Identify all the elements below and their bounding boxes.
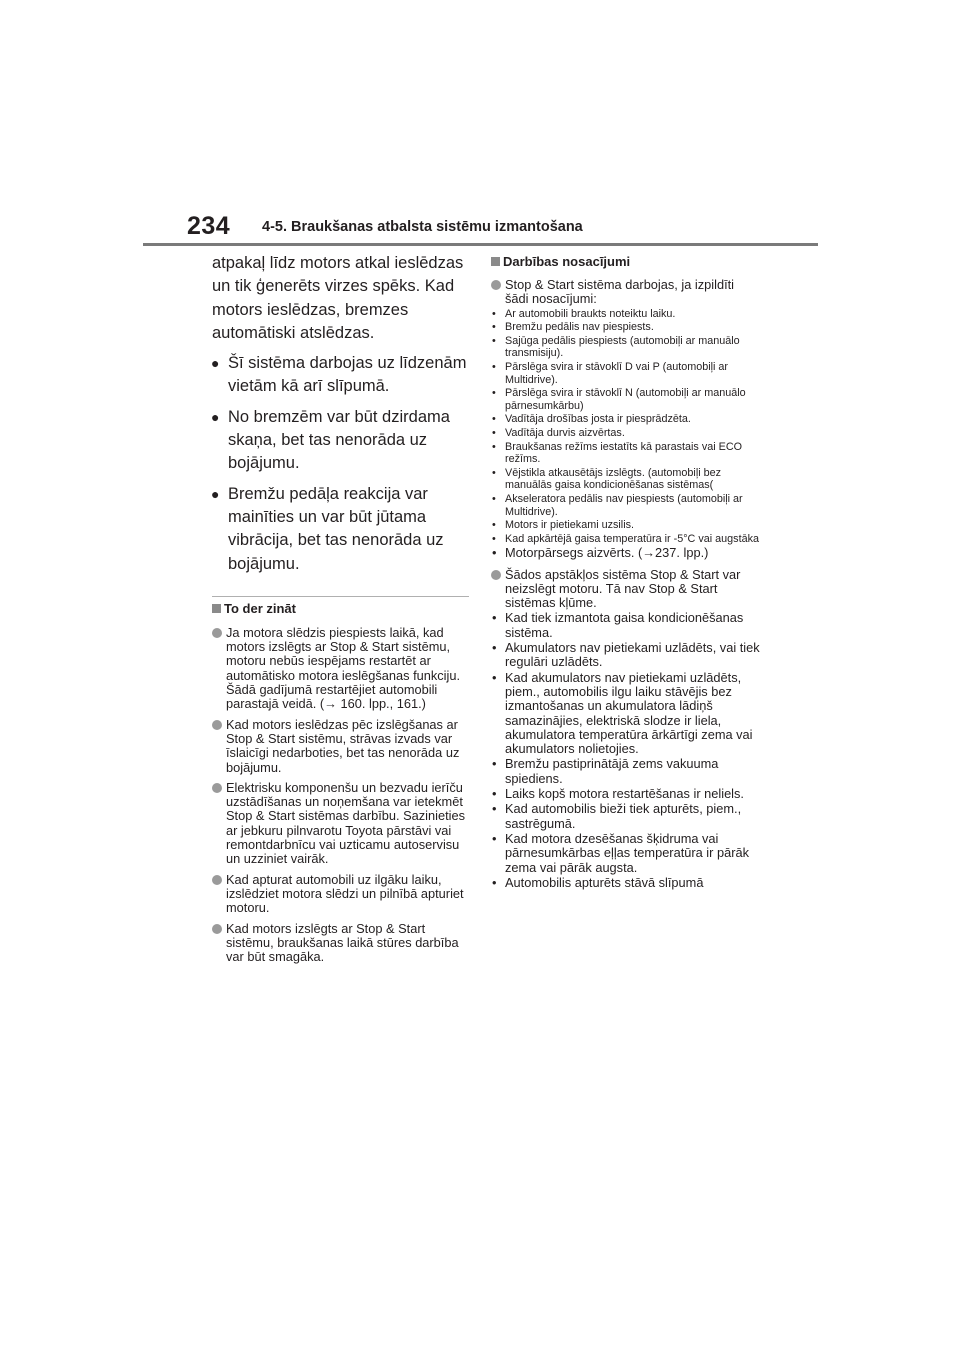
note-item: Kad motors ieslēdzas pēc izslēgšanas ar Stop & Start sistēmu, strāvas izvads var īslaicīgi nedarboties, bet tas nenorāda uz bojājumu. <box>212 718 470 775</box>
exception-item: • Kad tiek izmantota gaisa kondicionēšanas sistēma. <box>492 610 744 640</box>
circle-bullet-icon <box>212 875 222 885</box>
conditions-heading: Darbības nosacījumi <box>491 254 761 270</box>
section-title: 4-5. Braukšanas atbalsta sistēmu izmantošana <box>262 219 583 235</box>
header-rule <box>143 243 818 246</box>
condition-item: • Bremžu pedālis nav piespiests. <box>492 321 654 334</box>
circle-bullet-icon <box>212 924 222 934</box>
condition-item: • Vadītāja drošības josta ir piesprādzēta. <box>492 413 691 426</box>
bullet-item: ● No bremzēm var būt dzirdama skaņa, bet tas nenorāda uz bojājumu. <box>211 407 450 473</box>
condition-item: • Motorpārsegs aizvērts. (→237. lpp.) <box>492 545 709 561</box>
conditions-lead: Stop & Start sistēma darbojas, ja izpildīti šādi nosacījumi: <box>491 278 761 307</box>
condition-item: • Akseleratora pedālis nav piespiests (automobiļi ar Multidrive). <box>492 492 743 518</box>
exception-item: • Laiks kopš motora restartēšanas ir neliels. <box>492 786 744 802</box>
condition-item: • Ar automobili braukts noteiktu laiku. <box>492 307 676 320</box>
exception-item: • Akumulators nav pietiekami uzlādēts, vai tiek regulāri uzlādēts. <box>492 640 760 670</box>
exception-item: • Kad motora dzesēšanas šķidruma vai pārnesumkārbas eļļas temperatūra ir pārāk zema vai pārāk augsta. <box>492 830 749 875</box>
bullet-icon: ● <box>211 485 220 502</box>
circle-bullet-icon <box>491 570 501 580</box>
note-item: Kad motors izslēgts ar Stop & Start sistēmu, braukšanas laikā stūres darbība var būt smagāka. <box>212 922 470 965</box>
square-marker-icon <box>212 604 221 613</box>
page-header <box>0 0 960 250</box>
condition-item: • Kad apkārtējā gaisa temperatūra ir -5°C vai augstāka <box>492 532 759 545</box>
bullet-icon: ● <box>211 355 220 372</box>
exception-item: • Kad akumulators nav pietiekami uzlādēts, piem., automobilis ilgu laiku stāvējis bez izmantošanas un akumulatora lādiņš samazinājies, elektriskā slodze ir liela, akumulatora temperatūra ārkārtīgi zema vai akumulators nolietojies. <box>492 669 753 757</box>
condition-item: • Vējstikla atkausētājs izslēgts. (automobiļi bez manuālās gaisa kondicionēšanas sistēmas( <box>492 466 722 492</box>
exception-item: • Automobilis apturēts stāvā slīpumā <box>492 874 704 890</box>
bullet-icon: ● <box>211 408 220 425</box>
page-number: 234 <box>187 212 231 240</box>
square-marker-icon <box>491 257 500 266</box>
circle-bullet-icon <box>212 720 222 730</box>
bullet-item: ● Šī sistēma darbojas uz līdzenām vietām kā arī slīpumā. <box>211 354 467 396</box>
condition-item: • Sajūga pedālis piespiests (automobiļi ar manuālo transmisiju). <box>492 334 740 360</box>
condition-item: • Motors ir pietiekami uzsilis. <box>492 519 634 532</box>
condition-item: • Braukšanas režīms iestatīts kā parastais vai ECO režīms. <box>492 440 743 466</box>
exception-item: • Bremžu pastiprinātājā zems vakuuma spiediens. <box>492 756 719 786</box>
circle-bullet-icon <box>212 628 222 638</box>
left-column <box>212 252 470 964</box>
exceptions-lead: Šādos apstākļos sistēma Stop & Start var neizslēgt motoru. Tā nav Stop & Start sistēmas kļūme. <box>491 568 761 611</box>
note-heading: To der zināt <box>212 601 470 617</box>
note-item: Elektrisku komponenšu un bezvadu ierīču uzstādīšanas un noņemšana var ietekmēt Stop & Start sistēmas darbību. Sazinieties ar jebkuru pilnvarotu Toyota pārstāvi vai remontdarbnīcu vai uzticamu autoservisu un uzziniet vairāk. <box>212 781 470 867</box>
circle-bullet-icon <box>491 280 501 290</box>
right-column <box>491 254 761 890</box>
circle-bullet-icon <box>212 783 222 793</box>
bullet-item: ● Bremžu pedāļa reakcija var mainīties un var būt jūtama vibrācija, bet tas nenorāda uz bojājumu. <box>211 484 444 573</box>
section-divider <box>212 596 469 597</box>
condition-item: • Pārslēga svira ir stāvoklī N (automobiļi ar manuālo pārnesumkārbu) <box>492 387 746 412</box>
note-item: Kad apturat automobili uz ilgāku laiku, izslēdziet motora slēdzi un pilnībā apturiet motoru. <box>212 873 470 916</box>
condition-item: • Vadītāja durvis aizvērtas. <box>492 426 625 439</box>
intro-paragraph: atpakaļ līdz motors atkal ieslēdzas un tik ģenerēts virzes spēks. Kad motors ieslēdzas, bremzes automātiski atslēdzas. <box>212 254 464 342</box>
condition-item: • Pārslēga svira ir stāvoklī D vai P (automobiļi ar Multidrive). <box>492 360 729 386</box>
exception-item: • Kad automobilis bieži tiek apturēts, piem., sastrēgumā. <box>492 801 742 831</box>
note-item: Ja motora slēdzis piespiests laikā, kad motors izslēgts ar Stop & Start sistēmu, motoru nebūs iespējams restartēt ar automātisko motora ieslēgšanas funkciju. Šādā gadījumā restartējiet automobili parastajā veidā. (→ 160. lpp., 161.) <box>212 626 470 712</box>
